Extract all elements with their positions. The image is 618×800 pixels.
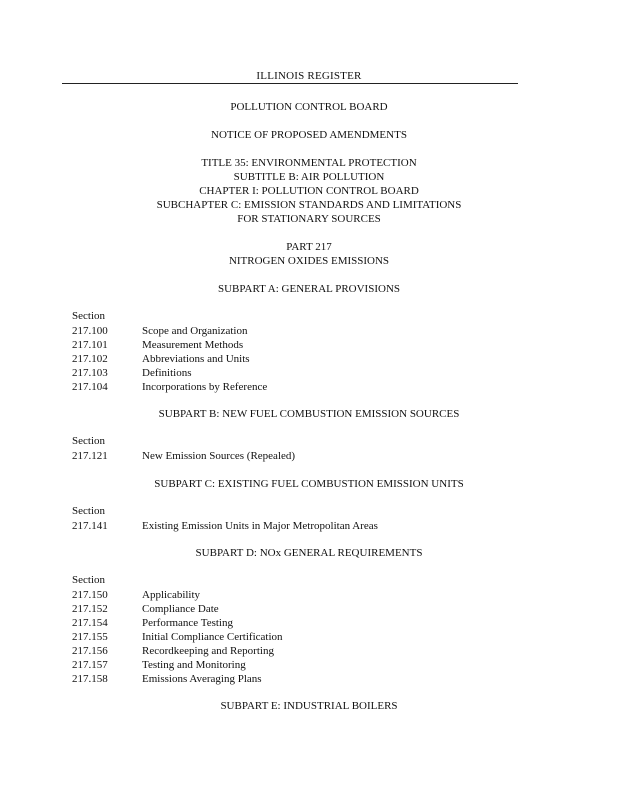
section-row (72, 630, 283, 644)
section-title: Initial Compliance Certification (142, 631, 283, 643)
section-number: 217.101 (72, 339, 108, 351)
section-title: Performance Testing (142, 617, 233, 629)
part-name: NITROGEN OXIDES EMISSIONS (228, 255, 390, 267)
section-title: Definitions (142, 367, 192, 379)
subchapter-line-2: FOR STATIONARY SOURCES (237, 213, 381, 225)
register-header: ILLINOIS REGISTER (256, 70, 362, 82)
subpart-heading: SUBPART B: NEW FUEL COMBUSTION EMISSION SOURCES (158, 408, 460, 420)
section-number: 217.155 (72, 631, 108, 643)
section-row (72, 658, 246, 672)
subpart-heading: SUBPART C: EXISTING FUEL COMBUSTION EMISSION UNITS (154, 478, 464, 490)
section-title: Compliance Date (142, 603, 219, 615)
section-row (72, 449, 295, 463)
subchapter-line: SUBCHAPTER C: EMISSION STANDARDS AND LIMITATIONS (156, 199, 462, 211)
section-row (72, 602, 219, 616)
section-number: 217.103 (72, 367, 108, 379)
section-number: 217.152 (72, 603, 108, 615)
section-title: Applicability (142, 589, 201, 601)
section-number: 217.100 (72, 325, 108, 337)
section-row (72, 616, 233, 630)
section-label: Section (72, 505, 105, 517)
section-title: Emissions Averaging Plans (142, 673, 262, 685)
section-title: New Emission Sources (Repealed) (142, 450, 296, 462)
section-row (72, 644, 274, 658)
section-number: 217.141 (72, 520, 108, 532)
chapter-line: CHAPTER I: POLLUTION CONTROL BOARD (199, 185, 419, 197)
section-number: 217.104 (72, 381, 108, 393)
section-row (72, 588, 200, 602)
section-number: 217.158 (72, 673, 108, 685)
section-title: Incorporations by Reference (142, 381, 268, 393)
section-title: Scope and Organization (142, 325, 248, 337)
subtitle-line: SUBTITLE B: AIR POLLUTION (233, 171, 385, 183)
section-label: Section (72, 310, 105, 322)
subpart-heading: SUBPART E: INDUSTRIAL BOILERS (220, 700, 398, 712)
section-row (72, 324, 248, 338)
section-title: Testing and Monitoring (142, 659, 246, 671)
section-number: 217.157 (72, 659, 108, 671)
section-title: Recordkeeping and Reporting (142, 645, 274, 657)
subpart-heading: SUBPART A: GENERAL PROVISIONS (218, 283, 400, 295)
subpart-heading: SUBPART D: NOx GENERAL REQUIREMENTS (195, 547, 423, 559)
part-number: PART 217 (286, 241, 332, 253)
section-row (72, 352, 250, 366)
section-label: Section (72, 574, 105, 586)
section-label: Section (72, 435, 105, 447)
section-number: 217.102 (72, 353, 108, 365)
section-row (72, 380, 267, 394)
section-title: Existing Emission Units in Major Metropolitan Areas (142, 520, 378, 532)
section-row (72, 672, 262, 686)
section-title: Measurement Methods (142, 339, 244, 351)
section-row (72, 519, 378, 533)
section-row (72, 338, 243, 352)
section-row (72, 366, 192, 380)
agency-name: POLLUTION CONTROL BOARD (230, 101, 388, 113)
section-title: Abbreviations and Units (142, 353, 250, 365)
section-number: 217.154 (72, 617, 108, 629)
title-line: TITLE 35: ENVIRONMENTAL PROTECTION (201, 157, 417, 169)
notice-title: NOTICE OF PROPOSED AMENDMENTS (211, 129, 407, 141)
header-rule (62, 83, 518, 84)
section-number: 217.150 (72, 589, 108, 601)
section-number: 217.121 (72, 450, 108, 462)
section-number: 217.156 (72, 645, 108, 657)
